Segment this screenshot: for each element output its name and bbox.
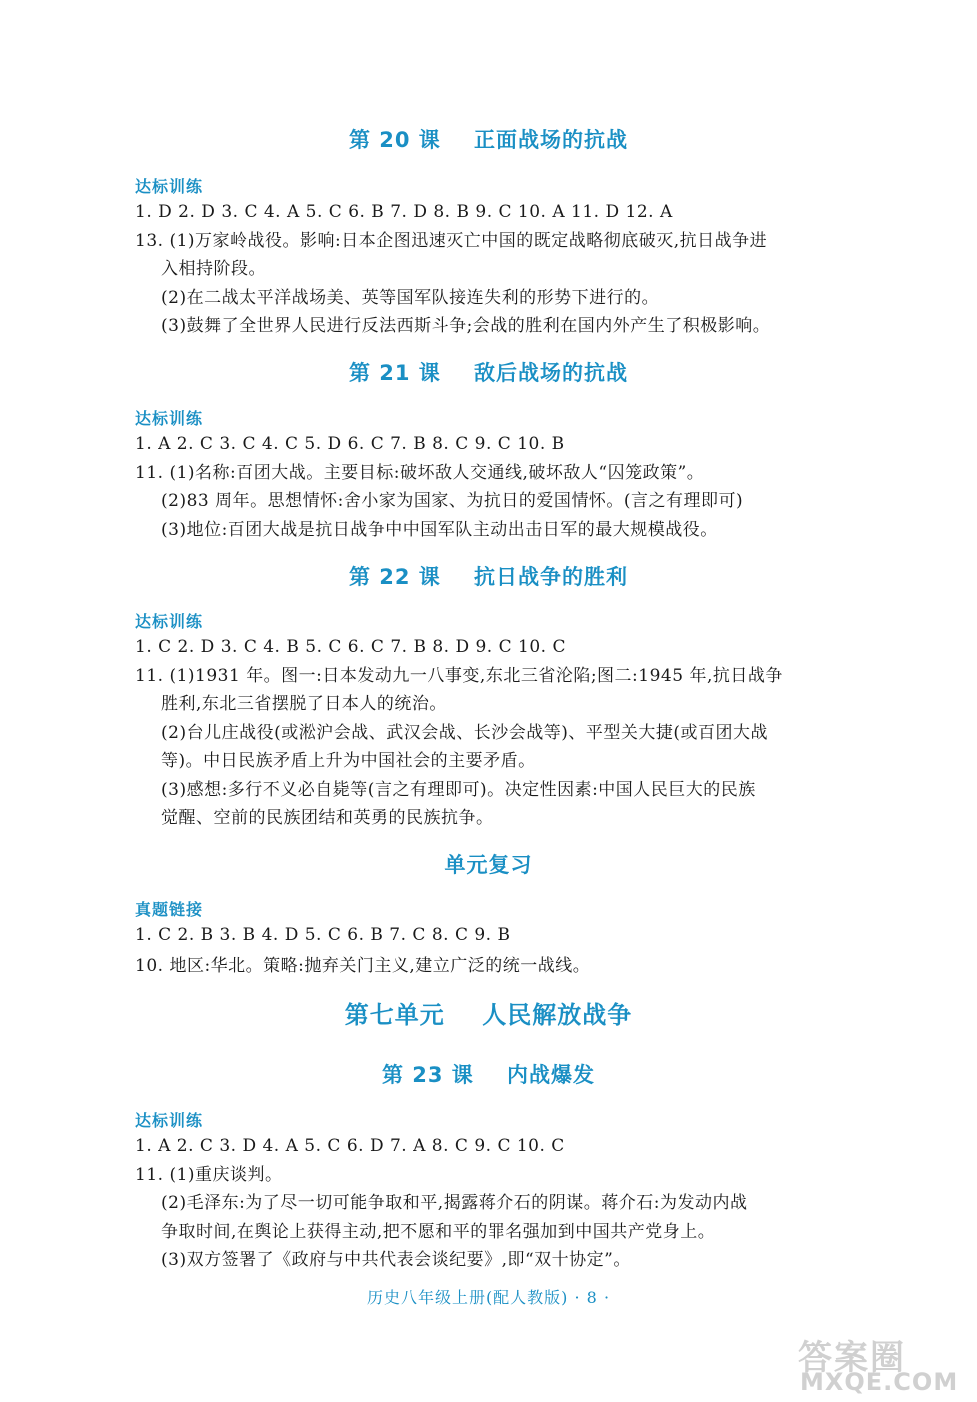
unit-review-q10: 10. 地区:华北。策略:抛弃关门主义,建立广泛的统一战线。	[135, 956, 591, 976]
lesson-23-q11-part3: (3)双方签署了《政府与中共代表会谈纪要》,即“双十协定”。	[161, 1250, 631, 1270]
lesson-22-subheading: 达标训练	[135, 612, 204, 631]
lesson-22-title: 第 22 课 抗日战争的胜利	[348, 565, 629, 589]
unit-review-subheading: 真题链接	[135, 900, 204, 919]
lesson-23-q11-part2-cont: 争取时间,在舆论上获得主动,把不愿和平的罪名强加到中国共产党身上。	[161, 1222, 716, 1242]
lesson-23-choice-answers: 1. A 2. C 3. D 4. A 5. C 6. D 7. A 8. C 9. C 10. C	[135, 1136, 565, 1156]
lesson-20-title: 第 20 课 正面战场的抗战	[348, 128, 629, 152]
unit-7-title: 第七单元 人民解放战争	[344, 1001, 633, 1029]
lesson-20-q13-part1-cont: 入相持阶段。	[161, 259, 266, 279]
lesson-20-subheading: 达标训练	[135, 177, 204, 196]
page-footer: 历史八年级上册(配人教版) · 8 ·	[366, 1288, 611, 1307]
lesson-23-title: 第 23 课 内战爆发	[381, 1063, 596, 1087]
lesson-21-q11-part1: 11. (1)名称:百团大战。主要目标:破坏敌人交通线,破坏敌人“囚笼政策”。	[135, 463, 705, 483]
lesson-23-subheading: 达标训练	[135, 1111, 204, 1130]
lesson-20-q13-part2: (2)在二战太平洋战场美、英等国军队接连失利的形势下进行的。	[161, 288, 660, 308]
lesson-20-q13-part1: 13. (1)万家岭战役。影响:日本企图迅速灭亡中国的既定战略彻底破灭,抗日战争进	[135, 231, 768, 251]
lesson-21-title: 第 21 课 敌后战场的抗战	[348, 361, 629, 385]
watermark-logo-text: 答案圈	[798, 1338, 906, 1378]
lesson-23-q11-part2: (2)毛泽东:为了尽一切可能争取和平,揭露蒋介石的阴谋。蒋介石:为发动内战	[161, 1193, 748, 1213]
lesson-22-choice-answers: 1. C 2. D 3. C 4. B 5. C 6. C 7. B 8. D 9. C 10. C	[135, 637, 566, 657]
lesson-21-q11-part3: (3)地位:百团大战是抗日战争中中国军队主动出击日军的最大规模战役。	[161, 520, 718, 540]
lesson-22-q11-part2-cont: 等)。中日民族矛盾上升为中国社会的主要矛盾。	[161, 751, 536, 771]
site-watermark	[790, 1330, 975, 1400]
watermark-url-text: MXQE.COM	[800, 1368, 959, 1396]
lesson-23-q11-part1: 11. (1)重庆谈判。	[135, 1165, 283, 1185]
unit-review-choice-answers: 1. C 2. B 3. B 4. D 5. C 6. B 7. C 8. C 9. B	[135, 925, 511, 945]
lesson-22-q11-part2: (2)台儿庄战役(或淞沪会战、武汉会战、长沙会战等)、平型关大捷(或百团大战	[161, 723, 768, 743]
lesson-20-q13-part3: (3)鼓舞了全世界人民进行反法西斯斗争;会战的胜利在国内外产生了积极影响。	[161, 316, 771, 336]
lesson-22-q11-part3-cont: 觉醒、空前的民族团结和英勇的民族抗争。	[161, 808, 494, 828]
unit-review-title: 单元复习	[444, 853, 533, 877]
lesson-21-q11-part2: (2)83 周年。思想情怀:舍小家为国家、为抗日的爱国情怀。(言之有理即可)	[161, 491, 744, 511]
lesson-21-subheading: 达标训练	[135, 409, 204, 428]
lesson-22-q11-part1-cont: 胜利,东北三省摆脱了日本人的统治。	[161, 694, 447, 714]
lesson-22-q11-part1: 11. (1)1931 年。图一:日本发动九一八事变,东北三省沦陷;图二:1945 年,抗日战争	[135, 666, 783, 686]
lesson-21-choice-answers: 1. A 2. C 3. C 4. C 5. D 6. C 7. B 8. C 9. C 10. B	[135, 434, 565, 454]
lesson-22-q11-part3: (3)感想:多行不义必自毙等(言之有理即可)。决定性因素:中国人民巨大的民族	[161, 780, 756, 800]
lesson-20-choice-answers: 1. D 2. D 3. C 4. A 5. C 6. B 7. D 8. B 9. C 10. A 11. D 12. A	[135, 202, 673, 222]
